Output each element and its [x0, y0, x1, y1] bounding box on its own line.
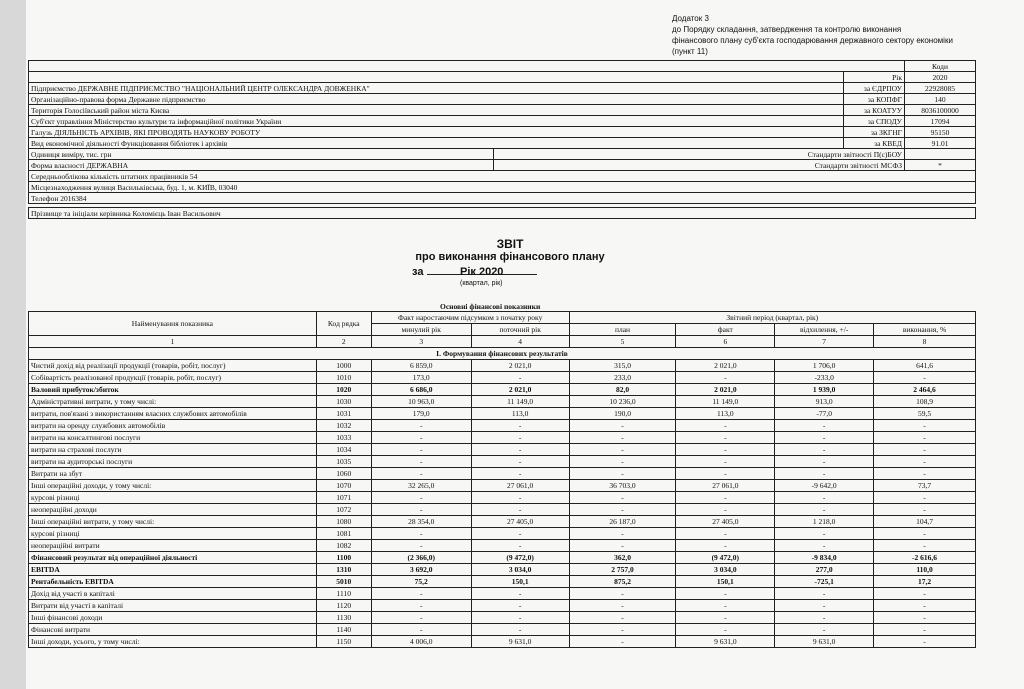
table-row: [29, 564, 976, 576]
enterprise-name: Підприємство ДЕРЖАВНЕ ПІДПРИЄМСТВО "НАЦІОНАЛЬНИЙ ЦЕНТР ОЛЕКСАНДРА ДОВЖЕНКА": [29, 83, 844, 94]
zkgng-label: за ЗКГНГ: [844, 127, 905, 138]
appendix-line-2: до Порядку складання, затвердження та контролю виконання: [672, 25, 902, 34]
cell-plan: -: [569, 444, 676, 456]
col-code-header: Код рядка: [316, 312, 371, 336]
cell-name: EBITDA: [29, 564, 317, 576]
cell-fact: 2 021,0: [676, 384, 775, 396]
cell-prev: 28 354,0: [371, 516, 471, 528]
cell-prev: -: [371, 492, 471, 504]
cell-code: 1034: [316, 444, 371, 456]
cell-prev: 10 963,0: [371, 396, 471, 408]
cell-dev: -: [775, 612, 874, 624]
cell-prev: -: [371, 540, 471, 552]
cell-dev: -: [775, 420, 874, 432]
cell-plan: 233,0: [569, 372, 676, 384]
cell-plan: -: [569, 600, 676, 612]
cell-name: Собівартість реалізованої продукції (товарів, робіт, послуг): [29, 372, 317, 384]
cell-name: витрати на страхові послуги: [29, 444, 317, 456]
cell-exec: -2 616,6: [874, 552, 976, 564]
cell-name: неопераційні витрати: [29, 540, 317, 552]
cell-dev: -725,1: [775, 576, 874, 588]
cell-prev: 6 859,0: [371, 360, 471, 372]
cell-fact: 11 149,0: [676, 396, 775, 408]
kved-value: 91.01: [905, 138, 976, 149]
cell-fact: -: [676, 612, 775, 624]
cell-plan: 82,0: [569, 384, 676, 396]
cell-dev: -: [775, 600, 874, 612]
cell-fact: (9 472,0): [676, 552, 775, 564]
table-row: [29, 504, 976, 516]
table-row: [29, 516, 976, 528]
cell-exec: 17,2: [874, 576, 976, 588]
cell-cur: 27 405,0: [471, 516, 569, 528]
cell-plan: -: [569, 504, 676, 516]
cell-cur: 3 034,0: [471, 564, 569, 576]
report-period: [412, 266, 537, 278]
table-row: [29, 624, 976, 636]
section-title: Основні фінансові показники: [440, 302, 541, 311]
cell-prev: 6 686,0: [371, 384, 471, 396]
cell-plan: -: [569, 456, 676, 468]
table-row: [29, 444, 976, 456]
cell-code: 1150: [316, 636, 371, 648]
cell-prev: (2 366,0): [371, 552, 471, 564]
col-num: 4: [471, 336, 569, 348]
cell-name: витрати, пов'язані з використанням власних службових автомобілів: [29, 408, 317, 420]
col-name-header: Найменування показника: [29, 312, 317, 336]
col-plan-header: план: [569, 324, 676, 336]
cell-cur: 27 061,0: [471, 480, 569, 492]
director-name: Прізвище та ініціали керівника Коломієць Іван Васильович: [29, 208, 976, 219]
spodu-value: 17094: [905, 116, 976, 127]
cell-exec: -: [874, 612, 976, 624]
cell-dev: 277,0: [775, 564, 874, 576]
cell-fact: -: [676, 468, 775, 480]
col-fact2-header: факт: [676, 324, 775, 336]
cell-fact: -: [676, 372, 775, 384]
cell-code: 1120: [316, 600, 371, 612]
table-row: [29, 576, 976, 588]
spodu-label: за СПОДУ: [844, 116, 905, 127]
col-num: 6: [676, 336, 775, 348]
table-row: [29, 408, 976, 420]
cell-prev: -: [371, 468, 471, 480]
cell-fact: 3 034,0: [676, 564, 775, 576]
cell-dev: -77,0: [775, 408, 874, 420]
cell-cur: -: [471, 504, 569, 516]
cell-fact: 150,1: [676, 576, 775, 588]
cell-code: 1130: [316, 612, 371, 624]
cell-code: 1060: [316, 468, 371, 480]
cell-code: 1310: [316, 564, 371, 576]
appendix-line-4: (пункт 11): [672, 47, 708, 56]
cell-exec: 59,5: [874, 408, 976, 420]
enterprise-info-table: [28, 60, 976, 219]
cell-dev: -: [775, 624, 874, 636]
cell-prev: -: [371, 528, 471, 540]
cell-fact: 9 631,0: [676, 636, 775, 648]
year-value: 2020: [905, 72, 976, 83]
cell-code: 1010: [316, 372, 371, 384]
financial-indicators-table: [28, 311, 976, 648]
zkgng-value: 95150: [905, 127, 976, 138]
cell-plan: -: [569, 588, 676, 600]
cell-dev: -: [775, 456, 874, 468]
col-report-header: Звітний період (квартал, рік): [569, 312, 975, 324]
cell-plan: -: [569, 420, 676, 432]
cell-exec: -: [874, 504, 976, 516]
cell-fact: 27 061,0: [676, 480, 775, 492]
cell-code: 1033: [316, 432, 371, 444]
cell-fact: -: [676, 624, 775, 636]
cell-name: Рентабельність EBITDA: [29, 576, 317, 588]
cell-dev: 1 706,0: [775, 360, 874, 372]
cell-dev: -: [775, 492, 874, 504]
col-cur-year-header: поточний рік: [471, 324, 569, 336]
column-numbers-row: [29, 336, 976, 348]
cell-cur: 150,1: [471, 576, 569, 588]
koatuu-value: 8036100000: [905, 105, 976, 116]
cell-fact: -: [676, 432, 775, 444]
cell-fact: -: [676, 588, 775, 600]
cell-name: Фінансовий результат від операційної діяльності: [29, 552, 317, 564]
cell-name: Витрати від участі в капіталі: [29, 600, 317, 612]
cell-fact: -: [676, 528, 775, 540]
cell-name: Валовий прибуток/збиток: [29, 384, 317, 396]
cell-prev: -: [371, 444, 471, 456]
cell-code: 1082: [316, 540, 371, 552]
cell-code: 1081: [316, 528, 371, 540]
cell-cur: -: [471, 420, 569, 432]
standards-msfz-mark: *: [905, 160, 976, 171]
cell-name: Інші операційні витрати, у тому числі:: [29, 516, 317, 528]
cell-code: 1000: [316, 360, 371, 372]
appendix-note: [672, 13, 953, 57]
table-row: [29, 528, 976, 540]
table-row: [29, 468, 976, 480]
cell-code: 1100: [316, 552, 371, 564]
cell-prev: -: [371, 612, 471, 624]
appendix-line-1: Додаток 3: [672, 14, 709, 23]
cell-dev: -: [775, 504, 874, 516]
cell-name: неопераційні доходи: [29, 504, 317, 516]
cell-fact: -: [676, 456, 775, 468]
col-fact-header: Факт наростаючим підсумком з початку року: [371, 312, 569, 324]
col-deviation-header: відхилення, +/-: [775, 324, 874, 336]
standards-psbou: Стандарти звітності П(с)БОУ: [494, 149, 905, 160]
cell-cur: 2 021,0: [471, 360, 569, 372]
report-title: [380, 237, 640, 263]
table-row: [29, 432, 976, 444]
appendix-line-3: фінансового плану суб'єкта господарювання державного сектору економіки: [672, 36, 953, 45]
cell-exec: 110,0: [874, 564, 976, 576]
cell-dev: 9 631,0: [775, 636, 874, 648]
cell-prev: 4 006,0: [371, 636, 471, 648]
cell-plan: 190,0: [569, 408, 676, 420]
cell-exec: -: [874, 372, 976, 384]
cell-name: курсові різниці: [29, 528, 317, 540]
cell-exec: -: [874, 468, 976, 480]
cell-name: витрати на аудиторські послуги: [29, 456, 317, 468]
cell-prev: 173,0: [371, 372, 471, 384]
period-hint: (квартал, рік): [460, 280, 503, 287]
cell-fact: 113,0: [676, 408, 775, 420]
table-row: [29, 372, 976, 384]
cell-prev: 179,0: [371, 408, 471, 420]
cell-code: 1031: [316, 408, 371, 420]
cell-name: витрати на консалтингові послуги: [29, 432, 317, 444]
cell-plan: 36 703,0: [569, 480, 676, 492]
section-heading: І. Формування фінансових результатів: [29, 348, 976, 360]
table-row: [29, 420, 976, 432]
cell-plan: -: [569, 492, 676, 504]
cell-fact: 2 021,0: [676, 360, 775, 372]
cell-exec: 2 464,6: [874, 384, 976, 396]
cell-code: 5010: [316, 576, 371, 588]
col-num: 8: [874, 336, 976, 348]
cell-cur: -: [471, 528, 569, 540]
cell-name: Адміністративні витрати, у тому числі:: [29, 396, 317, 408]
cell-exec: -: [874, 492, 976, 504]
ownership-form: Форма власності ДЕРЖАВНА: [29, 160, 494, 171]
cell-plan: 26 187,0: [569, 516, 676, 528]
table-row: [29, 396, 976, 408]
cell-cur: -: [471, 432, 569, 444]
cell-name: курсові різниці: [29, 492, 317, 504]
table-row: [29, 384, 976, 396]
col-num: 7: [775, 336, 874, 348]
cell-exec: 104,7: [874, 516, 976, 528]
cell-prev: -: [371, 504, 471, 516]
table-row: [29, 600, 976, 612]
cell-prev: -: [371, 432, 471, 444]
col-num: 5: [569, 336, 676, 348]
table-row: [29, 360, 976, 372]
cell-cur: -: [471, 588, 569, 600]
cell-exec: -: [874, 456, 976, 468]
cell-dev: -: [775, 432, 874, 444]
cell-prev: -: [371, 624, 471, 636]
cell-code: 1080: [316, 516, 371, 528]
cell-prev: -: [371, 588, 471, 600]
col-num: 1: [29, 336, 317, 348]
cell-code: 1071: [316, 492, 371, 504]
cell-dev: -233,0: [775, 372, 874, 384]
cell-cur: 113,0: [471, 408, 569, 420]
cell-cur: -: [471, 540, 569, 552]
legal-form: Організаційно-правова форма Державне підприємство: [29, 94, 844, 105]
cell-code: 1072: [316, 504, 371, 516]
cell-cur: -: [471, 612, 569, 624]
cell-exec: -: [874, 420, 976, 432]
cell-exec: -: [874, 600, 976, 612]
codes-label: Коди: [905, 61, 976, 72]
unit-of-measure: Одиниця виміру, тис. грн: [29, 149, 494, 160]
cell-fact: -: [676, 540, 775, 552]
standards-msfz: Стандарти звітності МСФЗ: [494, 160, 905, 171]
cell-name: Дохід від участі в капіталі: [29, 588, 317, 600]
cell-fact: -: [676, 444, 775, 456]
cell-exec: 73,7: [874, 480, 976, 492]
cell-prev: 75,2: [371, 576, 471, 588]
table-row: [29, 552, 976, 564]
cell-cur: -: [471, 624, 569, 636]
report-title-line-1: ЗВІТ: [496, 237, 524, 251]
territory: Територія Голосіївський район міста Києва: [29, 105, 844, 116]
cell-cur: -: [471, 372, 569, 384]
cell-code: 1030: [316, 396, 371, 408]
cell-plan: -: [569, 624, 676, 636]
address: Місцезнаходження вулиця Васильківська, буд. 1, м. КИЇВ, 03040: [29, 182, 976, 193]
cell-dev: -: [775, 528, 874, 540]
cell-code: 1035: [316, 456, 371, 468]
cell-code: 1020: [316, 384, 371, 396]
cell-plan: -: [569, 468, 676, 480]
cell-plan: -: [569, 540, 676, 552]
cell-cur: 11 149,0: [471, 396, 569, 408]
cell-dev: 913,0: [775, 396, 874, 408]
cell-exec: 108,9: [874, 396, 976, 408]
staff-count: Середньооблікова кількість штатних працівників 54: [29, 171, 976, 182]
cell-exec: -: [874, 588, 976, 600]
cell-code: 1110: [316, 588, 371, 600]
kopfg-value: 140: [905, 94, 976, 105]
cell-plan: -: [569, 432, 676, 444]
cell-name: витрати на оренду службових автомобілів: [29, 420, 317, 432]
table-row: [29, 636, 976, 648]
report-title-line-2: про виконання фінансового плану: [415, 251, 605, 263]
col-num: 3: [371, 336, 471, 348]
cell-cur: -: [471, 456, 569, 468]
table-row: [29, 612, 976, 624]
edrpou-value: 22928085: [905, 83, 976, 94]
cell-exec: 641,6: [874, 360, 976, 372]
cell-dev: -9 834,0: [775, 552, 874, 564]
cell-cur: (9 472,0): [471, 552, 569, 564]
cell-name: Чистий дохід від реалізації продукції (товарів, робіт, послуг): [29, 360, 317, 372]
cell-name: Фінансові витрати: [29, 624, 317, 636]
cell-plan: -: [569, 612, 676, 624]
period-value: Рік 2020: [460, 266, 504, 278]
cell-plan: 362,0: [569, 552, 676, 564]
col-execution-header: виконання, %: [874, 324, 976, 336]
cell-prev: 32 265,0: [371, 480, 471, 492]
cell-cur: -: [471, 468, 569, 480]
scan-edge: [0, 0, 26, 689]
cell-name: Витрати на збут: [29, 468, 317, 480]
period-za: за: [412, 266, 424, 278]
col-num: 2: [316, 336, 371, 348]
cell-dev: -: [775, 540, 874, 552]
cell-exec: -: [874, 444, 976, 456]
kopfg-label: за КОПФГ: [844, 94, 905, 105]
table-row: [29, 480, 976, 492]
cell-plan: -: [569, 636, 676, 648]
cell-dev: 1 218,0: [775, 516, 874, 528]
cell-plan: 875,2: [569, 576, 676, 588]
cell-exec: -: [874, 540, 976, 552]
cell-exec: -: [874, 528, 976, 540]
cell-plan: 315,0: [569, 360, 676, 372]
cell-cur: -: [471, 444, 569, 456]
cell-exec: -: [874, 624, 976, 636]
cell-prev: -: [371, 600, 471, 612]
cell-dev: -: [775, 468, 874, 480]
cell-name: Інші фінансові доходи: [29, 612, 317, 624]
cell-cur: 9 631,0: [471, 636, 569, 648]
koatuu-label: за КОАТУУ: [844, 105, 905, 116]
cell-fact: -: [676, 420, 775, 432]
table-row: [29, 492, 976, 504]
cell-prev: -: [371, 420, 471, 432]
table-body: [29, 360, 976, 648]
cell-fact: 27 405,0: [676, 516, 775, 528]
cell-code: 1032: [316, 420, 371, 432]
cell-name: Інші доходи, усього, у тому числі:: [29, 636, 317, 648]
phone: Телефон 2016384: [29, 193, 976, 204]
cell-plan: 10 236,0: [569, 396, 676, 408]
cell-prev: 3 692,0: [371, 564, 471, 576]
activity-type: Вид економічної діяльності Функціювання бібліотек і архівів: [29, 138, 844, 149]
cell-fact: -: [676, 600, 775, 612]
management-body: Суб'єкт управління Міністерство культури та інформаційної політики України: [29, 116, 844, 127]
table-row: [29, 540, 976, 552]
year-label: Рік: [844, 72, 905, 83]
cell-dev: 1 939,0: [775, 384, 874, 396]
cell-fact: -: [676, 492, 775, 504]
cell-cur: -: [471, 492, 569, 504]
cell-code: 1140: [316, 624, 371, 636]
kved-label: за КВЕД: [844, 138, 905, 149]
cell-dev: -: [775, 588, 874, 600]
cell-fact: -: [676, 504, 775, 516]
cell-exec: -: [874, 432, 976, 444]
cell-plan: -: [569, 528, 676, 540]
cell-cur: -: [471, 600, 569, 612]
edrpou-label: за ЄДРПОУ: [844, 83, 905, 94]
cell-code: 1070: [316, 480, 371, 492]
cell-dev: -: [775, 444, 874, 456]
cell-name: Інші операційні доходи, у тому числі:: [29, 480, 317, 492]
col-prev-year-header: минулий рік: [371, 324, 471, 336]
cell-cur: 2 021,0: [471, 384, 569, 396]
cell-dev: -9 642,0: [775, 480, 874, 492]
cell-exec: -: [874, 636, 976, 648]
table-row: [29, 456, 976, 468]
cell-plan: 2 757,0: [569, 564, 676, 576]
cell-prev: -: [371, 456, 471, 468]
industry: Галузь ДІЯЛЬНІСТЬ АРХІВІВ, ЯКІ ПРОВОДЯТЬ НАУКОВУ РОБОТУ: [29, 127, 844, 138]
table-row: [29, 588, 976, 600]
